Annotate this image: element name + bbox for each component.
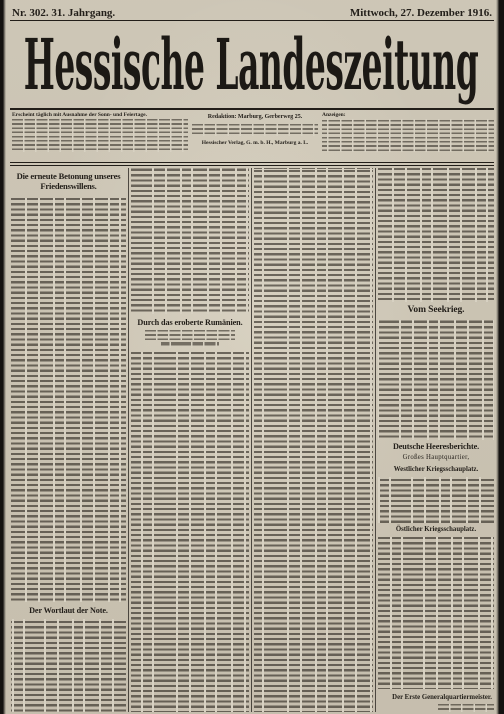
col1-headline: Die erneute Betonung unseres Friedenswillens.	[16, 171, 121, 191]
body-text-block	[11, 619, 126, 712]
western-front-heading: Westlicher Kriegsschauplatz.	[393, 466, 479, 473]
scan-edge-right	[496, 0, 504, 714]
byline-text-block	[161, 342, 219, 348]
scan-edge-left	[0, 0, 6, 714]
body-text-block	[378, 477, 494, 523]
hq-line: Großes Hauptquartier,	[402, 454, 470, 461]
masthead-rule	[10, 108, 494, 110]
army-reports-heading: Deutsche Heeresberichte.	[392, 442, 480, 451]
body-text-block	[131, 352, 249, 712]
body-text-block	[378, 168, 494, 302]
newspaper-title: Hessische Landeszeitung	[23, 23, 479, 106]
signature-line: Der Erste Generalquartiermeister.	[392, 694, 492, 701]
section-rule-top	[10, 162, 494, 163]
body-text-block	[131, 168, 249, 314]
subtitle-text-block	[145, 330, 235, 340]
imprint-editorial	[192, 112, 318, 160]
col1-subheading: Der Wortlaut der Note.	[29, 606, 108, 615]
sea-war-heading: Vom Seekrieg.	[407, 305, 465, 315]
eastern-front-heading: Östlicher Kriegsschauplatz.	[395, 526, 477, 533]
body-text-block	[438, 704, 494, 712]
issue-number: Nr. 302. 31. Jahrgang.	[12, 7, 116, 19]
body-text-block	[254, 168, 373, 712]
imprint-subscription	[12, 112, 188, 160]
column-divider	[251, 168, 252, 712]
imprint-text-block	[192, 124, 318, 136]
column-divider	[128, 168, 129, 712]
editorial-address: Redaktion: Marburg, Gerberweg 25.	[207, 114, 303, 120]
imprint-subscription-text: Erscheint täglich mit Ausnahme der Sonn- und Feiertage.	[12, 112, 147, 118]
column-4	[378, 168, 494, 712]
column-divider	[375, 168, 376, 712]
column-3	[254, 168, 373, 712]
publisher-line: Hessischer Verlag, G. m. b. H., Marburg a. L.	[201, 140, 309, 146]
header-rule	[10, 20, 494, 21]
column-2	[131, 168, 249, 712]
imprint-text-block	[322, 119, 494, 152]
masthead	[8, 22, 494, 108]
body-text-block	[378, 320, 494, 440]
issue-date: Mittwoch, 27. Dezember 1916.	[349, 7, 492, 19]
body-text-block	[11, 198, 126, 602]
ads-label: Anzeigen:	[322, 112, 346, 118]
col2-headline: Durch das eroberte Rumänien.	[137, 318, 243, 327]
imprint-text-block	[12, 119, 188, 152]
imprint-advertising	[322, 112, 494, 160]
section-rule-bottom	[10, 165, 494, 166]
body-text-block	[378, 537, 494, 689]
column-1	[11, 168, 126, 712]
